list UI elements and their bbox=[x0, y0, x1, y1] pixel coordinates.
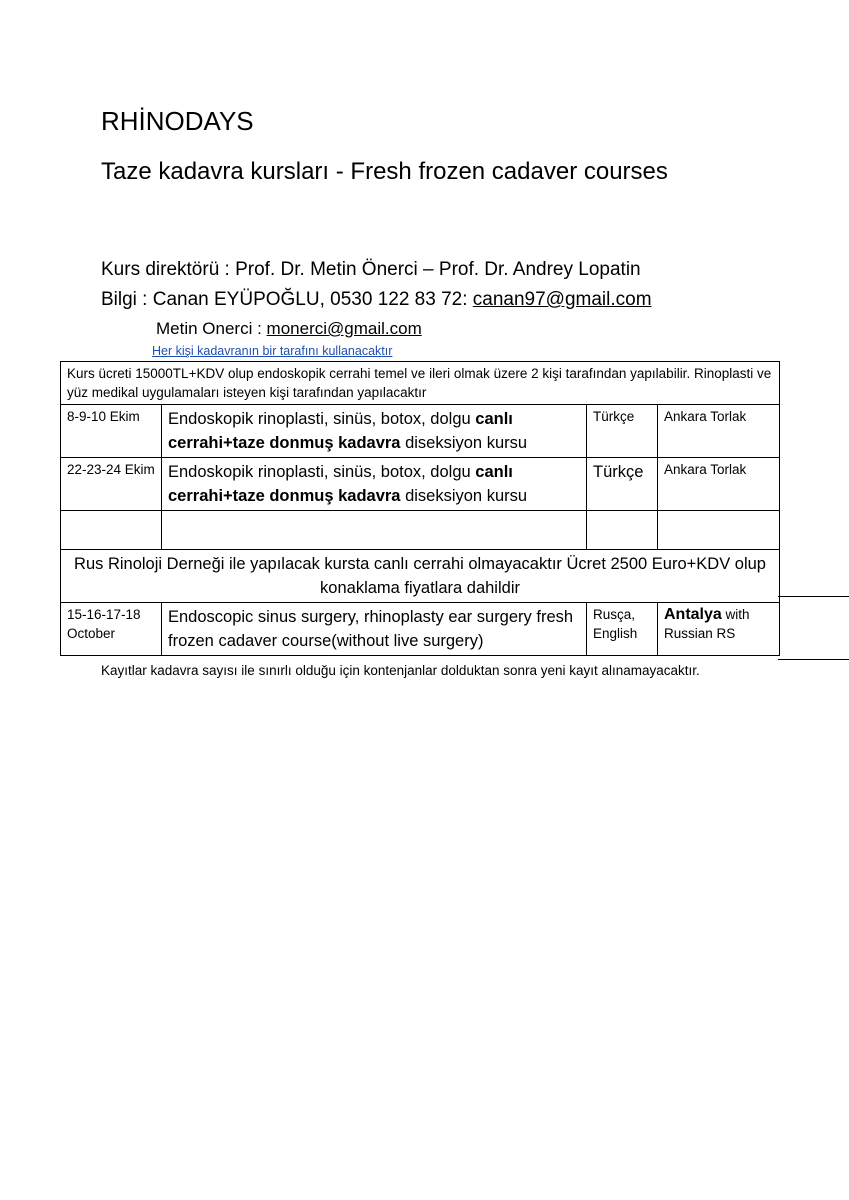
empty-cell bbox=[162, 511, 587, 550]
course-description bbox=[162, 405, 587, 458]
contact-info bbox=[101, 286, 652, 314]
fee-cell: Kurs ücreti 15000TL+KDV olup endoskopik cerrahi temel ve ileri olmak üzere 2 kişi tarafından yapılabilir. Rinoplasti ve yüz medikal uygulamaları isteyen kişi tarafından yapılacaktır bbox=[61, 362, 780, 405]
course-director: Kurs direktörü : Prof. Dr. Metin Önerci – Prof. Dr. Andrey Lopatin bbox=[101, 259, 641, 280]
table-row bbox=[61, 405, 780, 458]
contact-email-link[interactable]: canan97@gmail.com bbox=[472, 289, 652, 310]
course-desc-text: Endoskopik rinoplasti, sinüs, botox, dolgu bbox=[168, 463, 476, 481]
course-table bbox=[60, 361, 780, 656]
empty-cell bbox=[587, 511, 658, 550]
russian-note-cell: Rus Rinoloji Derneği ile yapılacak kursta canlı cerrahi olmayacaktır Ücret 2500 Euro+KDV olup konaklama fiyatlara dahildir bbox=[61, 550, 780, 603]
empty-cell bbox=[658, 511, 780, 550]
metin-email-link[interactable]: monerci@gmail.com bbox=[266, 319, 422, 338]
document-subtitle: Taze kadavra kursları - Fresh frozen cadaver courses bbox=[101, 158, 668, 185]
course-language: Türkçe bbox=[587, 458, 658, 511]
contact-info-text: Bilgi : Canan EYÜPOĞLU, 0530 122 83 72: bbox=[101, 289, 473, 310]
empty-row bbox=[61, 511, 780, 550]
course-date: 22-23-24 Ekim bbox=[61, 458, 162, 511]
course-language: Rusça, English bbox=[587, 603, 658, 656]
fee-row bbox=[61, 362, 780, 405]
table-row bbox=[61, 458, 780, 511]
empty-cell bbox=[61, 511, 162, 550]
extra-empty-cell bbox=[778, 596, 849, 660]
course-description bbox=[162, 458, 587, 511]
course-description: Endoscopic sinus surgery, rhinoplasty ear surgery fresh frozen cadaver course(without live surgery) bbox=[162, 603, 587, 656]
table-row bbox=[61, 603, 780, 656]
course-desc-text: diseksiyon kursu bbox=[400, 434, 528, 452]
course-place: Ankara Torlak bbox=[658, 458, 780, 511]
course-place bbox=[658, 603, 780, 656]
course-desc-bold: canlı cerrahi+taze donmuş kadavra bbox=[168, 410, 513, 452]
course-date: 8-9-10 Ekim bbox=[61, 405, 162, 458]
document-title: RHİNODAYS bbox=[101, 106, 254, 136]
course-place-text: with Russian RS bbox=[664, 607, 750, 641]
course-desc-text: Endoskopik rinoplasti, sinüs, botox, dolgu bbox=[168, 410, 476, 428]
course-desc-bold: canlı cerrahi+taze donmuş kadavra bbox=[168, 463, 513, 505]
registration-note: Kayıtlar kadavra sayısı ile sınırlı olduğu için kontenjanlar dolduktan sonra yeni kayıt alınamayacaktır. bbox=[101, 663, 700, 678]
course-date: 15-16-17-18 October bbox=[61, 603, 162, 656]
course-place: Ankara Torlak bbox=[658, 405, 780, 458]
russian-note-row bbox=[61, 550, 780, 603]
metin-contact-text: Metin Onerci : bbox=[156, 319, 267, 338]
course-language: Türkçe bbox=[587, 405, 658, 458]
course-place-bold: Antalya bbox=[664, 606, 722, 623]
course-desc-text: diseksiyon kursu bbox=[400, 487, 528, 505]
metin-contact bbox=[156, 316, 422, 342]
cadaver-side-note-link[interactable]: Her kişi kadavranın bir tarafını kullanacaktır bbox=[152, 344, 393, 358]
